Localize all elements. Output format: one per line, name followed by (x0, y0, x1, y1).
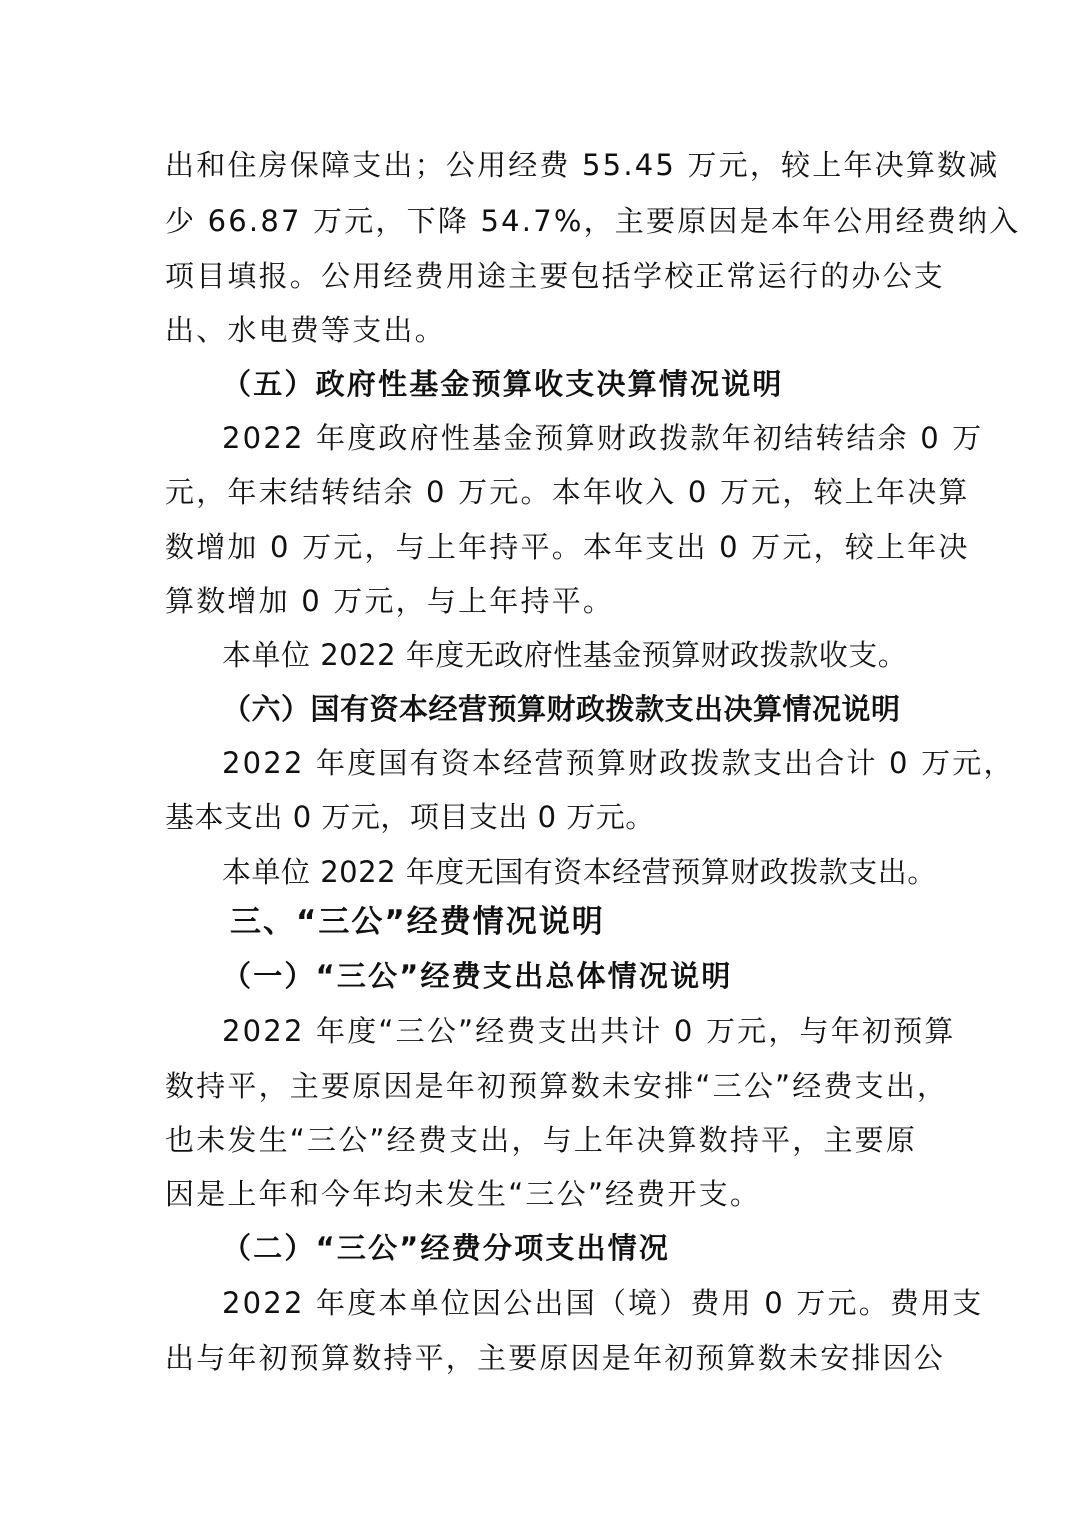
paragraph-note: 本单位 2022 年度无政府性基金预算财政拨款收支。 (222, 638, 908, 672)
paragraph-line: 元，年末结转结余 0 万元。本年收入 0 万元，较上年决算 (165, 475, 970, 509)
subsection-heading-2: （二）“三公”经费分项支出情况 (222, 1231, 671, 1265)
paragraph-line: 算数增加 0 万元，与上年持平。 (165, 584, 615, 618)
paragraph-line: 2022 年度政府性基金预算财政拨款年初结转结余 0 万 (222, 421, 984, 455)
section-heading-6: （六）国有资本经营预算财政拨款支出决算情况说明 (222, 692, 901, 726)
paragraph-line: 出和住房保障支出；公用经费 55.45 万元，较上年决算数减 (165, 148, 1000, 182)
paragraph-line: 项目填报。公用经费用途主要包括学校正常运行的办公支 (165, 259, 946, 293)
part-heading-3: 三、“三公”经费情况说明 (230, 904, 605, 940)
paragraph-line: 出、水电费等支出。 (165, 313, 446, 347)
paragraph-line: 基本支出 0 万元，项目支出 0 万元。 (165, 800, 655, 834)
paragraph-line: 数增加 0 万元，与上年持平。本年支出 0 万元，较上年决 (165, 530, 970, 564)
paragraph-line: 少 66.87 万元，下降 54.7%，主要原因是本年公用经费纳入 (165, 204, 1021, 238)
paragraph-note: 本单位 2022 年度无国有资本经营预算财政拨款支出。 (222, 855, 937, 889)
subsection-heading-1: （一）“三公”经费支出总体情况说明 (222, 959, 733, 993)
section-heading-5: （五）政府性基金预算收支决算情况说明 (222, 367, 784, 401)
paragraph-line: 2022 年度“三公”经费支出共计 0 万元，与年初预算 (222, 1014, 956, 1048)
paragraph-line: 出与年初预算数持平，主要原因是年初预算数未安排因公 (165, 1341, 946, 1375)
paragraph-line: 数持平，主要原因是年初预算数未安排“三公”经费支出， (165, 1069, 949, 1103)
paragraph-line: 2022 年度国有资本经营预算财政拨款支出合计 0 万元， (222, 746, 1015, 780)
paragraph-line: 因是上年和今年均未发生“三公”经费开支。 (165, 1177, 762, 1211)
paragraph-line: 也未发生“三公”经费支出，与上年决算数持平，主要原 (165, 1123, 918, 1157)
paragraph-line: 2022 年度本单位因公出国（境）费用 0 万元。费用支 (222, 1286, 984, 1320)
